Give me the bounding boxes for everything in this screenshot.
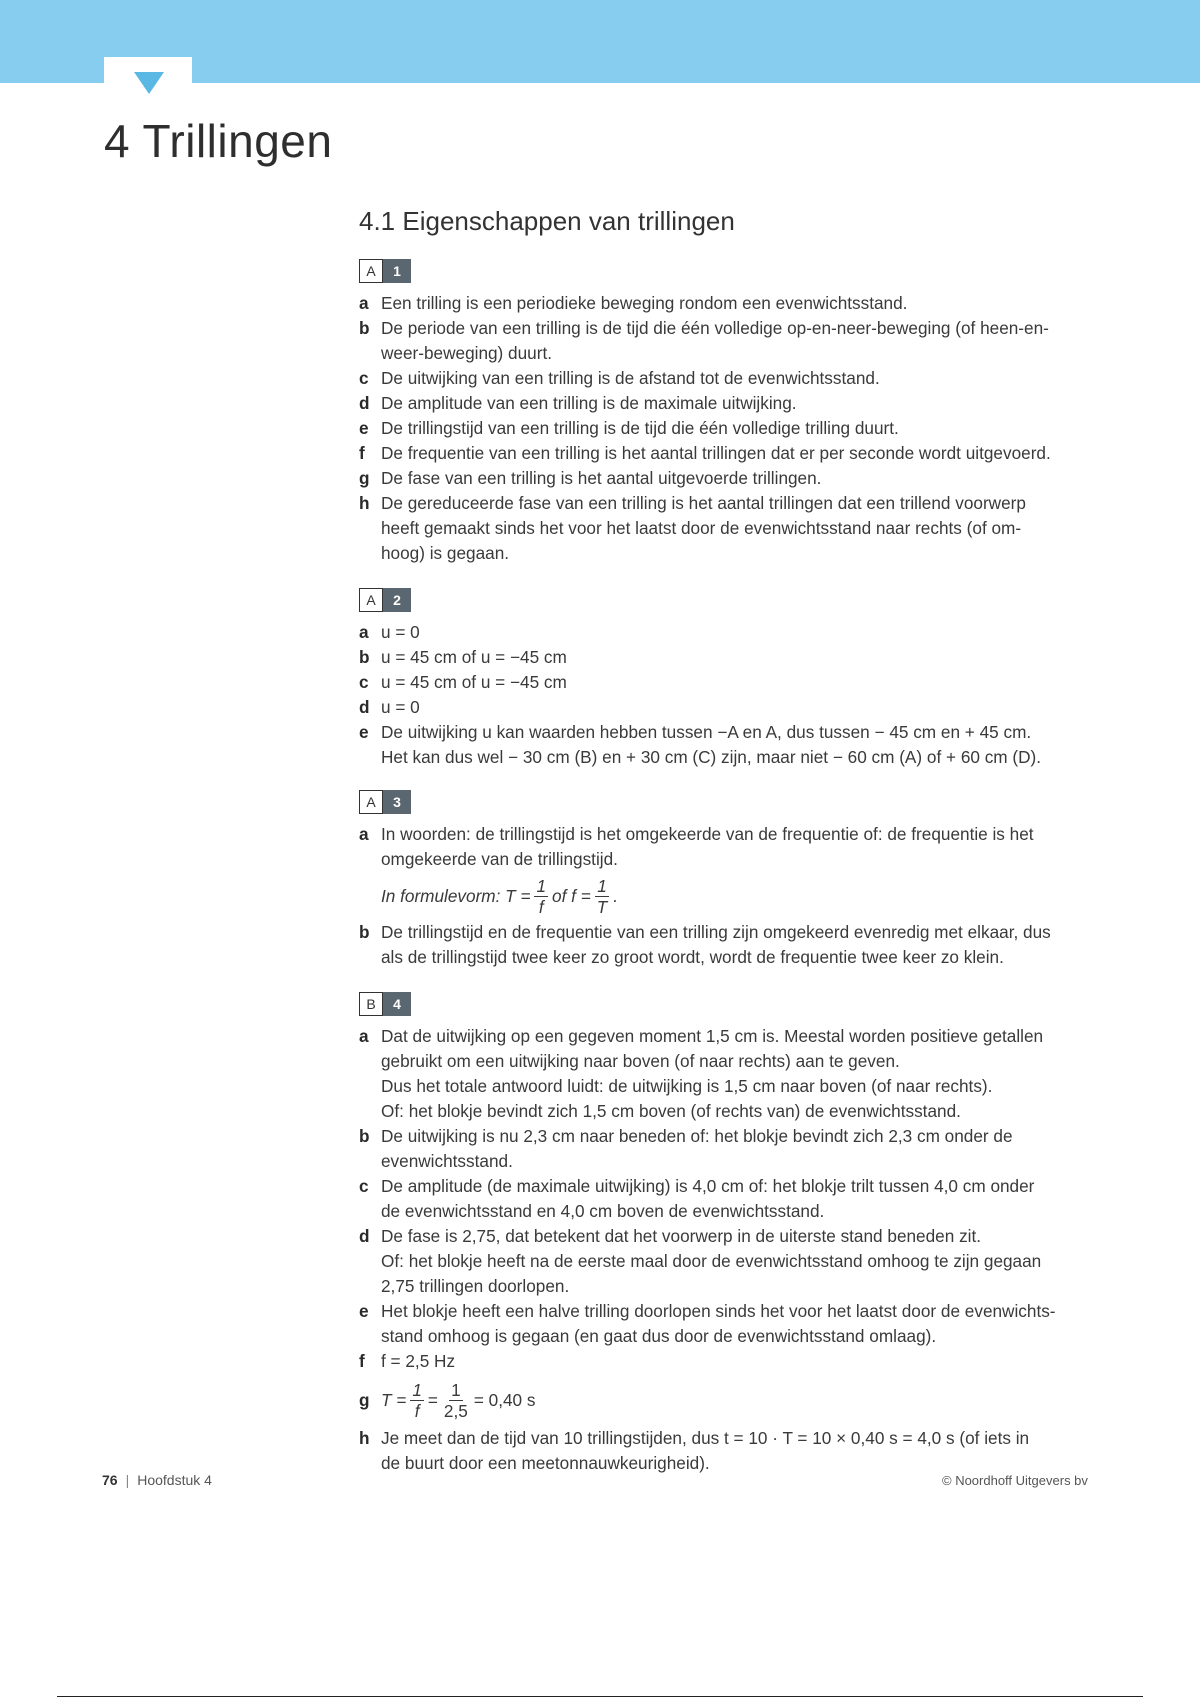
answer-item: [359, 466, 1099, 491]
item-letter: h: [359, 493, 370, 513]
answer-text: De fase is 2,75, dat betekent dat het voorwerp in de uiterste stand beneden zit.: [381, 1226, 982, 1246]
item-letter: b: [359, 922, 370, 942]
answer-text: 2,75 trillingen doorlopen.: [381, 1276, 570, 1296]
answer-item: [359, 1224, 1099, 1299]
item-letter: f: [359, 1351, 365, 1371]
answer-text: heeft gemaakt sinds het voor het laatst door de evenwichtsstand naar rechts (of om-: [381, 518, 1022, 538]
exercise-level: A: [359, 259, 383, 283]
answer-text: als de trillingstijd twee keer zo groot wordt, wordt de frequentie twee keer zo klein.: [381, 947, 1004, 967]
answer-text: De periode van een trilling is de tijd die één volledige op-en-neer-beweging (of heen-en-: [381, 318, 1049, 338]
triangle-marker-icon: [134, 72, 164, 94]
item-letter: a: [359, 1026, 369, 1046]
exercise-label: [359, 992, 1099, 1016]
answer-text: u = 0: [381, 622, 420, 642]
item-letter: b: [359, 647, 370, 667]
answer-text: In woorden: de trillingstijd is het omgekeerde van de frequentie of: de frequentie is het: [381, 824, 1034, 844]
answer-item: [359, 1349, 1099, 1374]
formula-middle: =: [427, 1389, 438, 1410]
formula-prefix: In formulevorm: T =: [381, 885, 531, 906]
answer-text: stand omhoog is gegaan (en gaat dus door de evenwichtsstand omlaag).: [381, 1326, 937, 1346]
answer-item: [359, 1299, 1099, 1349]
exercise-label: [359, 588, 1099, 612]
item-letter: e: [359, 722, 369, 742]
exercise-level: A: [359, 790, 383, 814]
answer-text: u = 45 cm of u = −45 cm: [381, 672, 567, 692]
answer-text: Dus het totale antwoord luidt: de uitwijking is 1,5 cm naar boven (of naar rechts).: [381, 1076, 993, 1096]
fraction-numerator: 1: [536, 875, 547, 896]
footer-separator: |: [125, 1472, 130, 1488]
fraction: [410, 1380, 424, 1421]
answer-text: De trillingstijd en de frequentie van een trilling zijn omgekeerd evenredig met elkaar, dus: [381, 922, 1051, 942]
answer-item: [359, 645, 1099, 670]
answer-text: De trillingstijd van een trilling is de tijd die één volledige trilling duurt.: [381, 418, 899, 438]
answer-item: [359, 441, 1099, 466]
answer-text: u = 0: [381, 697, 420, 717]
answer-item: [359, 1426, 1099, 1476]
answer-text: De frequentie van een trilling is het aantal trillingen dat er per seconde wordt uitgevoerd.: [381, 443, 1051, 463]
answer-text: evenwichtsstand.: [381, 1151, 513, 1171]
item-letter: g: [359, 1390, 370, 1410]
answer-item: [359, 366, 1099, 391]
answer-text: Of: het blokje heeft na de eerste maal door de evenwichtsstand omhoog te zijn gegaan: [381, 1251, 1042, 1271]
fraction-numerator: 1: [597, 875, 607, 896]
item-letter: e: [359, 1301, 369, 1321]
exercise-label: [359, 259, 1099, 283]
formula: [381, 872, 1099, 920]
answer-item: [359, 920, 1099, 970]
exercise-a3: [359, 790, 1099, 970]
fraction-denominator: f: [414, 1400, 420, 1421]
exercise-level: A: [359, 588, 383, 612]
fraction: [442, 1380, 470, 1421]
chapter-title: 4 Trillingen: [104, 115, 333, 167]
item-letter: a: [359, 622, 369, 642]
answer-text: hoog) is gegaan.: [381, 543, 510, 563]
item-letter: c: [359, 368, 369, 388]
item-letter: b: [359, 1126, 370, 1146]
item-letter: c: [359, 672, 369, 692]
answer-text: Een trilling is een periodieke beweging rondom een evenwichtsstand.: [381, 293, 908, 313]
item-letter: d: [359, 393, 370, 413]
fraction-numerator: 1: [451, 1379, 461, 1400]
answer-item: [359, 491, 1099, 566]
answer-text: Dat de uitwijking op een gegeven moment 1,5 cm is. Meestal worden positieve getallen: [381, 1026, 1044, 1046]
answer-item: [359, 620, 1099, 645]
answer-item: [359, 720, 1099, 770]
page-number: 76: [102, 1472, 118, 1488]
answer-item: [359, 1174, 1099, 1224]
exercise-number: 4: [383, 992, 411, 1016]
answer-item: [359, 291, 1099, 316]
section-title: 4.1 Eigenschappen van trillingen: [359, 206, 735, 236]
copyright-notice: © Noordhoff Uitgevers bv: [942, 1473, 1088, 1488]
answer-text: Het kan dus wel − 30 cm (B) en + 30 cm (C) zijn, maar niet − 60 cm (A) of + 60 cm (D).: [381, 747, 1042, 767]
answer-text: De amplitude (de maximale uitwijking) is 4,0 cm of: het blokje trilt tussen 4,0 cm onder: [381, 1176, 1035, 1196]
answer-item: [359, 670, 1099, 695]
formula-suffix: = 0,40 s: [473, 1389, 536, 1410]
answer-text: f = 2,5 Hz: [381, 1351, 456, 1371]
fraction: [595, 876, 610, 917]
answer-item: [359, 1024, 1099, 1124]
formula-suffix: .: [613, 885, 619, 906]
answer-item: [359, 1374, 1099, 1426]
answer-text: De uitwijking is nu 2,3 cm naar beneden of: het blokje bevindt zich 2,3 cm onder de: [381, 1126, 1013, 1146]
item-letter: a: [359, 293, 369, 313]
exercise-label: [359, 790, 1099, 814]
item-letter: c: [359, 1176, 369, 1196]
exercise-number: 3: [383, 790, 411, 814]
page-footer-left: [102, 1472, 212, 1488]
answer-text: de evenwichtsstand en 4,0 cm boven de evenwichtsstand.: [381, 1201, 825, 1221]
fraction-denominator: f: [538, 896, 544, 917]
answer-text: De fase van een trilling is het aantal uitgevoerde trillingen.: [381, 468, 822, 488]
answer-item: [359, 316, 1099, 366]
answer-text: De amplitude van een trilling is de maximale uitwijking.: [381, 393, 797, 413]
exercise-number: 2: [383, 588, 411, 612]
answer-text: omgekeerde van de trillingstijd.: [381, 849, 618, 869]
answer-text: Het blokje heeft een halve trilling doorlopen sinds het voor het laatst door de evenwichts-: [381, 1301, 1056, 1321]
answer-text: De uitwijking u kan waarden hebben tussen −A en A, dus tussen − 45 cm en + 45 cm.: [381, 722, 1032, 742]
exercise-b4: [359, 992, 1099, 1476]
answer-text: Of: het blokje bevindt zich 1,5 cm boven (of rechts van) de evenwichtsstand.: [381, 1101, 961, 1121]
answer-item: [359, 695, 1099, 720]
formula-prefix: T =: [381, 1389, 407, 1410]
answer-item: [359, 822, 1099, 920]
answer-text: gebruikt om een uitwijking naar boven (of naar rechts) aan te geven.: [381, 1051, 900, 1071]
answer-text: weer-beweging) duurt.: [381, 343, 553, 363]
formula: [381, 1374, 1099, 1426]
item-letter: d: [359, 697, 370, 717]
fraction: [534, 876, 548, 917]
fraction-denominator: T: [596, 896, 608, 917]
exercise-level: B: [359, 992, 383, 1016]
bottom-divider: [57, 1696, 1143, 1697]
answer-text: De uitwijking van een trilling is de afstand tot de evenwichtsstand.: [381, 368, 880, 388]
answer-text: Je meet dan de tijd van 10 trillingstijden, dus t = 10 · T = 10 × 0,40 s = 4,0 s (of iets in: [381, 1428, 1030, 1448]
formula-middle: of f =: [552, 885, 591, 906]
answer-text: u = 45 cm of u = −45 cm: [381, 647, 567, 667]
item-letter: a: [359, 824, 369, 844]
fraction-numerator: 1: [412, 1379, 422, 1400]
item-letter: e: [359, 418, 369, 438]
answer-item: [359, 416, 1099, 441]
answer-text: de buurt door een meetonnauwkeurigheid).: [381, 1453, 710, 1473]
exercise-a2: [359, 588, 1099, 770]
item-letter: h: [359, 1428, 370, 1448]
exercise-number: 1: [383, 259, 411, 283]
item-letter: d: [359, 1226, 370, 1246]
fraction-denominator: 2,5: [443, 1400, 468, 1421]
exercise-a1: [359, 259, 1099, 566]
chapter-label: Hoofdstuk 4: [137, 1472, 212, 1488]
item-letter: g: [359, 468, 370, 488]
answer-text: De gereduceerde fase van een trilling is het aantal trillingen dat een trillend voorwerp: [381, 493, 1026, 513]
item-letter: f: [359, 443, 365, 463]
item-letter: b: [359, 318, 370, 338]
answer-item: [359, 391, 1099, 416]
answer-item: [359, 1124, 1099, 1174]
